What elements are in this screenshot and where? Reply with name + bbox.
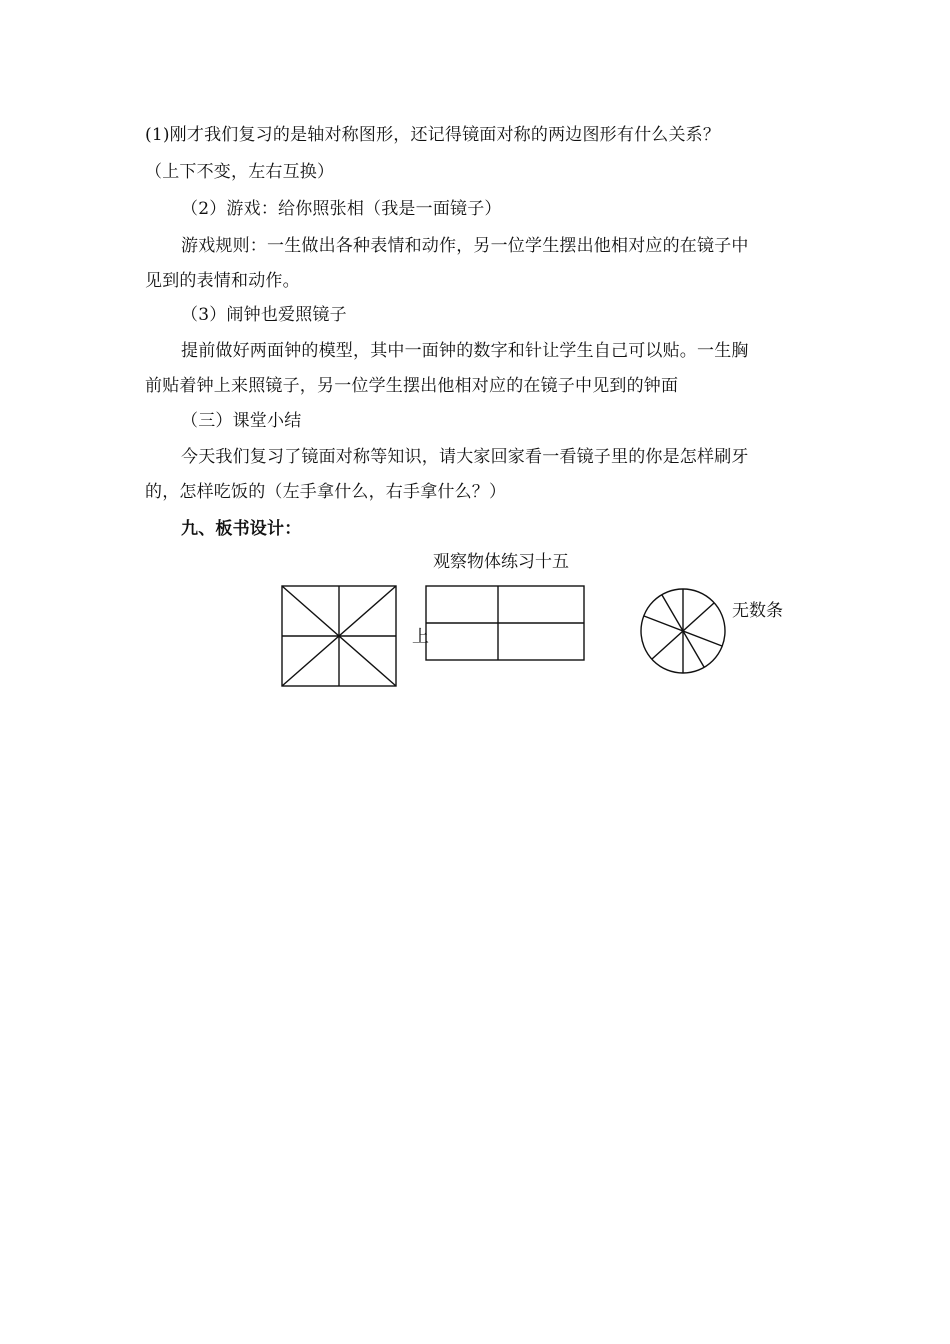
paragraph-clock-model-line-1: 提前做好两面钟的模型，其中一面钟的数字和针让学生自己可以贴。一生胸	[181, 341, 749, 361]
paragraph-summary-line-1: 今天我们复习了镜面对称等知识，请大家回家看一看镜子里的你是怎样刷牙	[181, 447, 749, 467]
paragraph-review-line-1: (1)刚才我们复习的是轴对称图形，还记得镜面对称的两边图形有什么关系？	[145, 125, 721, 145]
rectangle-symmetry-figure	[426, 586, 584, 660]
paragraph-review-line-2: （上下不变，左右互换）	[145, 162, 335, 182]
paragraph-alarm-clock: （3）闹钟也爱照镜子	[181, 305, 347, 325]
circle-symmetry-figure	[641, 589, 727, 673]
paragraph-game-rules-line-1: 游戏规则：一生做出各种表情和动作，另一位学生摆出他相对应的在镜子中	[181, 236, 749, 256]
paragraph-clock-model-line-2: 前贴着钟上来照镜子，另一位学生摆出他相对应的在镜子中见到的钟面	[145, 376, 679, 396]
paragraph-summary-line-2: 的，怎样吃饭的（左手拿什么，右手拿什么？）	[145, 482, 507, 502]
square-symmetry-figure	[282, 586, 396, 686]
section-heading-board-design: 九、板书设计：	[181, 519, 302, 539]
paragraph-summary-heading: （三）课堂小结	[181, 411, 302, 431]
paragraph-game: （2）游戏：给你照张相（我是一面镜子）	[181, 199, 502, 219]
circle-label: 无数条	[732, 601, 783, 621]
rectangle-label: 上	[412, 627, 429, 647]
paragraph-game-rules-line-2: 见到的表情和动作。	[145, 271, 300, 291]
board-title: 观察物体练习十五	[433, 552, 569, 572]
